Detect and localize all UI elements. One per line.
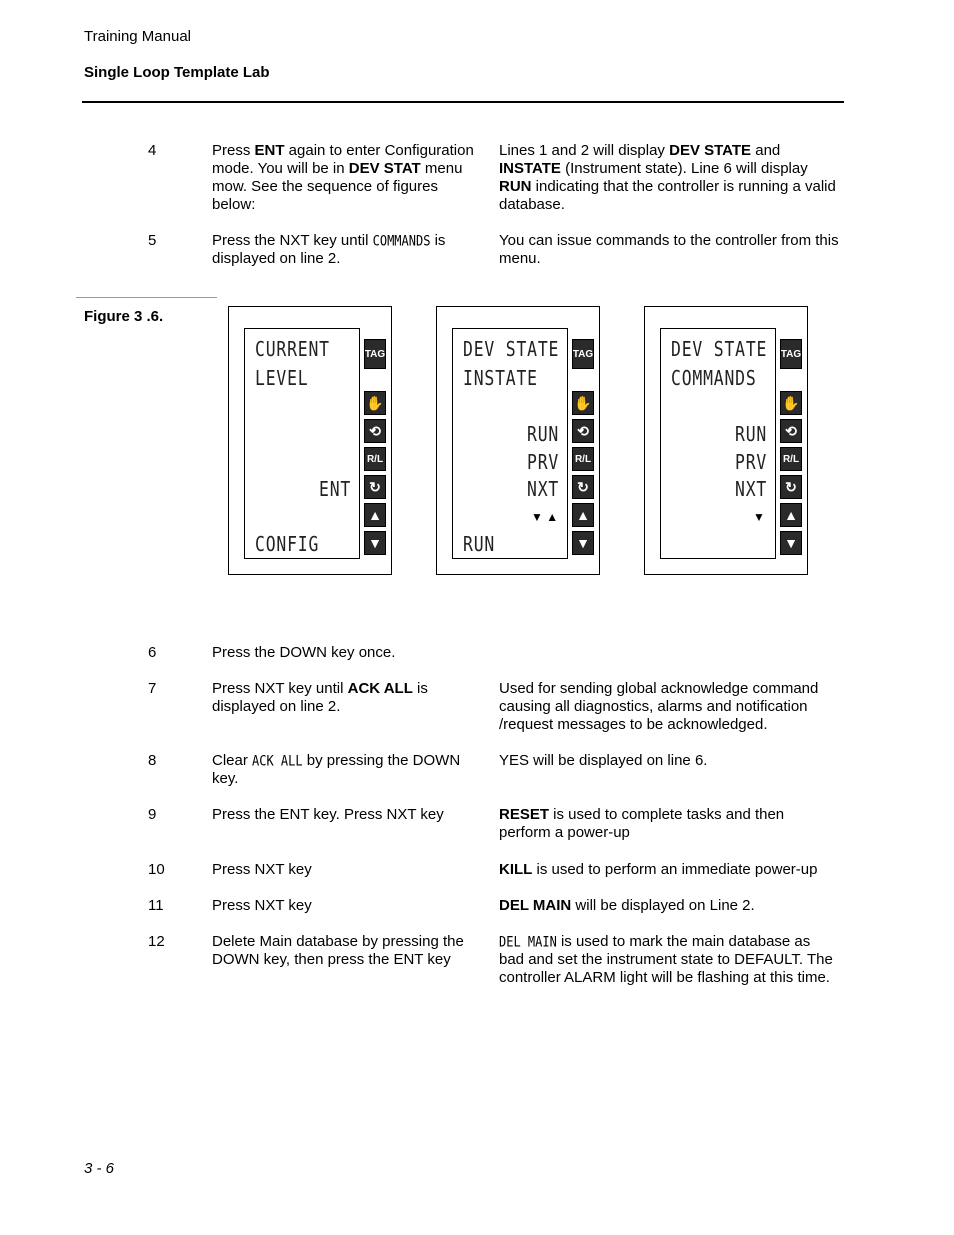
step-number: 6 [148, 644, 157, 661]
lcd-softkey-3: NXT [735, 477, 768, 501]
step-explanation: Used for sending global acknowledge command causing all diagnostics, alarms and notification /request messages to be acknowledged. [499, 680, 819, 733]
controller-display-panel [228, 306, 392, 575]
lcd-softkey-1: RUN [735, 422, 768, 446]
hand-key[interactable] [364, 391, 386, 415]
figure-divider [76, 297, 217, 298]
manual-title: Training Manual [84, 28, 191, 45]
lcd-screen [244, 328, 360, 559]
lcd-softkey-3: NXT [527, 477, 560, 501]
step-instruction: Press ENT again to enter Configuration mode. You will be in DEV STAT menu mow. See the sequence of figures below: [212, 142, 474, 213]
auto-key[interactable] [572, 419, 594, 443]
step-instruction: Press NXT key [212, 861, 312, 878]
page-number: 3 - 6 [84, 1160, 115, 1177]
step-explanation: DEL MAIN is used to mark the main database as bad and set the instrument state to DEFAULT. The controller ALARM light will be flashing at this time. [499, 933, 833, 986]
step-number: 10 [148, 861, 165, 878]
step-number: 12 [148, 933, 165, 950]
lcd-text: COMMANDS [372, 232, 431, 250]
down-arrow-icon: ▼ [576, 535, 590, 551]
tag-key[interactable]: TAG [572, 339, 594, 369]
up-key[interactable] [364, 503, 386, 527]
hand-key[interactable] [780, 391, 802, 415]
section-title: Single Loop Template Lab [84, 64, 270, 81]
step-explanation: YES will be displayed on line 6. [499, 752, 708, 769]
cycle-icon: ↻ [785, 478, 797, 495]
step-number: 8 [148, 752, 157, 769]
controller-display-panel [436, 306, 600, 575]
step-number: 5 [148, 232, 157, 249]
step-explanation: RESET is used to complete tasks and then perform a power-up [499, 806, 785, 841]
header-divider [82, 101, 844, 103]
hand-icon: ✋ [574, 394, 592, 411]
up-arrow-icon: ▲ [368, 507, 382, 523]
step-number: 7 [148, 680, 157, 697]
step-instruction: Press the DOWN key once. [212, 644, 396, 661]
down-key[interactable] [780, 531, 802, 555]
step-number: 4 [148, 142, 157, 159]
tag-key[interactable]: TAG [780, 339, 802, 369]
auto-icon: ⟲ [577, 422, 589, 439]
lcd-arrow-indicators: ▼ [753, 510, 765, 524]
lcd-screen [660, 328, 776, 559]
auto-icon: ⟲ [785, 422, 797, 439]
hand-icon: ✋ [366, 394, 384, 411]
up-key[interactable] [572, 503, 594, 527]
lcd-softkey-3: ENT [319, 477, 352, 501]
down-arrow-icon: ▼ [368, 535, 382, 551]
cycle-key[interactable] [572, 475, 594, 499]
down-arrow-icon: ▼ [784, 535, 798, 551]
lcd-line-1: DEV STATE [463, 337, 560, 361]
rl-key[interactable]: R/L [572, 447, 594, 471]
down-key[interactable] [364, 531, 386, 555]
lcd-text: DEL MAIN [499, 933, 557, 951]
lcd-softkey-2: PRV [735, 450, 768, 474]
controller-display-panel [644, 306, 808, 575]
lcd-softkey-1: RUN [527, 422, 560, 446]
lcd-line-1: CURRENT [255, 337, 330, 361]
lcd-softkey-2: PRV [527, 450, 560, 474]
lcd-line-6: RUN [463, 532, 496, 556]
cycle-key[interactable] [364, 475, 386, 499]
step-number: 9 [148, 806, 157, 823]
hand-icon: ✋ [782, 394, 800, 411]
hand-key[interactable] [572, 391, 594, 415]
step-instruction: Press NXT key [212, 897, 312, 914]
lcd-arrow-indicators: ▼ ▲ [531, 510, 559, 524]
lcd-screen [452, 328, 568, 559]
auto-icon: ⟲ [369, 422, 381, 439]
up-arrow-icon: ▲ [784, 507, 798, 523]
step-explanation: KILL is used to perform an immediate power-up [499, 861, 818, 878]
cycle-icon: ↻ [369, 478, 381, 495]
auto-key[interactable] [780, 419, 802, 443]
step-explanation: DEL MAIN will be displayed on Line 2. [499, 897, 755, 914]
down-key[interactable] [572, 531, 594, 555]
lcd-line-6: CONFIG [255, 532, 320, 556]
lcd-line-1: DEV STATE [671, 337, 768, 361]
step-explanation: You can issue commands to the controller from this menu. [499, 232, 839, 267]
up-arrow-icon: ▲ [576, 507, 590, 523]
rl-key[interactable]: R/L [364, 447, 386, 471]
lcd-line-2: LEVEL [255, 366, 309, 390]
up-key[interactable] [780, 503, 802, 527]
step-number: 11 [148, 897, 164, 914]
step-instruction: Press the ENT key. Press NXT key [212, 806, 444, 823]
rl-key[interactable]: R/L [780, 447, 802, 471]
auto-key[interactable] [364, 419, 386, 443]
step-instruction: Delete Main database by pressing the DOWN key, then press the ENT key [212, 933, 464, 968]
step-instruction: Press NXT key until ACK ALL is displayed on line 2. [212, 680, 428, 715]
lcd-text: ACK ALL [252, 752, 303, 770]
lcd-line-2: INSTATE [463, 366, 538, 390]
tag-key[interactable]: TAG [364, 339, 386, 369]
lcd-line-2: COMMANDS [671, 366, 757, 390]
step-instruction: Press the NXT key until COMMANDS is displayed on line 2. [212, 232, 446, 267]
step-instruction: Clear ACK ALL by pressing the DOWN key. [212, 752, 461, 787]
cycle-key[interactable] [780, 475, 802, 499]
cycle-icon: ↻ [577, 478, 589, 495]
figure-label: Figure 3 .6. [84, 308, 164, 325]
step-explanation: Lines 1 and 2 will display DEV STATE and INSTATE (Instrument state). Line 6 will display RUN indicating that the controller is running a valid database. [499, 142, 836, 213]
